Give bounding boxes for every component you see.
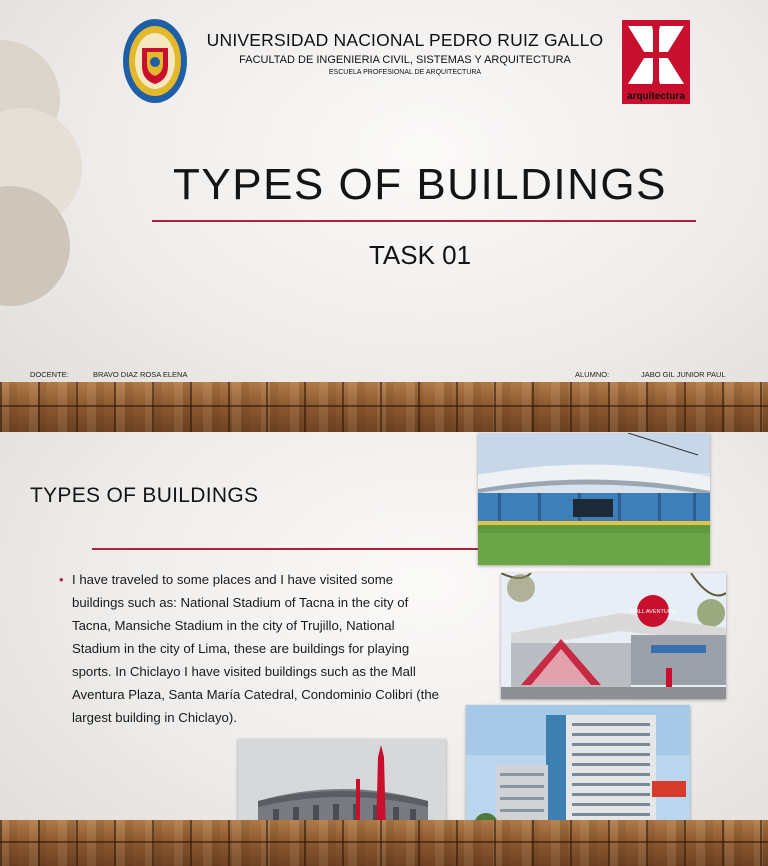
university-seal-logo bbox=[122, 18, 188, 104]
wood-floor bbox=[0, 382, 768, 432]
content-slide bbox=[0, 432, 768, 866]
architecture-logo-label: arquitectura bbox=[622, 90, 690, 104]
architecture-logo bbox=[622, 20, 690, 104]
title-divider bbox=[152, 220, 696, 222]
wood-floor bbox=[0, 820, 768, 866]
faculty-name: FACULTAD DE INGENIERIA CIVIL, SISTEMAS Y ARQUITECTURA bbox=[239, 54, 571, 66]
school-name: ESCUELA PROFESIONAL DE ARQUITECTURA bbox=[328, 69, 482, 76]
docente-label: DOCENTE: bbox=[30, 370, 69, 379]
title-slide bbox=[0, 0, 768, 432]
page-title: TYPES OF BUILDINGS bbox=[173, 160, 667, 209]
alumno-name: JABO GIL JUNIOR PAUL bbox=[641, 370, 726, 379]
bullet-text: I have traveled to some places and I have visited some buildings such as: National Stadium of Tacna in the city of Tacna, Mansiche Stadium in the city of Trujillo, National Stadium in the city of Lima, these are buildings for playing sports. In Chiclayo I have visited buildings such as the Mall Aventura Plaza, Santa María Catedral, Condominio Colibri (the largest building in Chiclayo). bbox=[72, 572, 439, 725]
heading-divider bbox=[92, 548, 480, 550]
architecture-mark-icon bbox=[622, 20, 690, 90]
section-heading: TYPES OF BUILDINGS bbox=[30, 484, 259, 507]
mall-sign-text: MALL AVENTURA bbox=[630, 609, 676, 615]
stadium-grandstand-image bbox=[478, 433, 710, 565]
header-text bbox=[190, 30, 620, 76]
docente-name: BRAVO DIAZ ROSA ELENA bbox=[93, 370, 188, 379]
bullet-paragraph bbox=[59, 568, 444, 729]
alumno-label: ALUMNO: bbox=[575, 370, 610, 379]
bullet-icon: • bbox=[59, 572, 64, 587]
stadium-tacna-photo bbox=[478, 433, 710, 565]
task-subtitle: TASK 01 bbox=[368, 240, 472, 270]
university-name: UNIVERSIDAD NACIONAL PEDRO RUIZ GALLO bbox=[206, 30, 604, 50]
mall-building-image bbox=[501, 573, 726, 699]
mall-aventura-photo bbox=[501, 573, 726, 699]
